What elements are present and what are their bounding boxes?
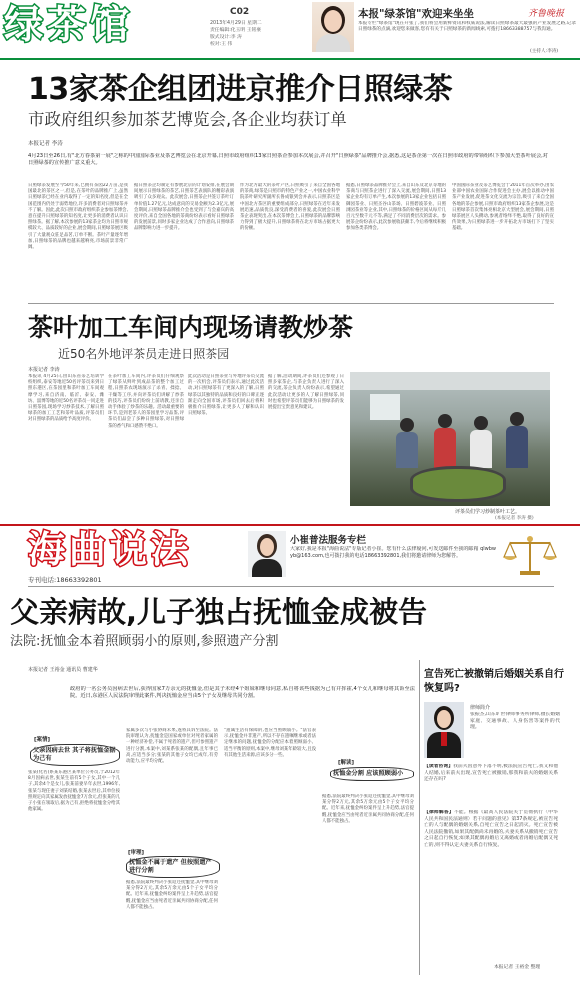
photo-person-body-icon <box>470 430 492 468</box>
answer-label: 【律师解答】 <box>424 810 454 815</box>
portrait-shoulders-icon <box>316 34 350 52</box>
story2-col-1: 本报讯 4月25日,由山东省茶艺培训学校组织,泰安等地近50名评茶员来到日照东港区,在茶园里和茶叶加工车间观摩学习,来自济南、临沂、泰安、潍坊、淄博等地的近50名评茶员一同走进日照茶园,现场学习炒茶技术,了解日照绿茶的加工工艺和茶叶品质,评茶员们对日照绿茶的品质给予高度评价。 <box>28 374 104 423</box>
story1-col-3: 作为北方最大的茶叶产区,日照吸引了来自全国各地的茶商,绿茶是日照市的特色产业之一,中国农业科学院茶叶研究所副所长鲁成银到会并表示,日照茶区是中国北方茶区的重要组成部分,日照绿茶在近年来发展迅速,品质优良,深受消费者的喜爱,此次展会日照茶企表现突出,在本次茶博会上,日照绿茶的品牌影响力得到了极大提升,日照绿茶将在北方市场占据更大的份额。 <box>240 183 340 232</box>
story3-byline: 本报记者 王裕金 通讯员 曹建华 <box>28 667 98 673</box>
reporter-shoulders-icon <box>252 559 282 577</box>
story3-sub1-label: [案情] <box>34 737 51 743</box>
date-line: 2013年4月29日 星期二 <box>210 21 262 26</box>
section2-brand-text: 海曲说法 <box>28 528 192 571</box>
lawyer-collar-icon <box>441 732 447 746</box>
section2-column-title: 小崔普法服务专栏 <box>290 535 367 546</box>
lawyer-portrait <box>424 702 464 758</box>
promo-text: 本报专栏"绿茶馆"现在开张了,我们将会用新鲜资讯和权威说法,解读日照绿茶最大最强的产业发展之路,记录日照绿茶的点滴,欢迎您来做客,您有有关于日照绿茶的新闻线索,可拨打18663388757与我沟通。 <box>358 21 576 32</box>
photo-roof-icon <box>350 372 550 390</box>
sidebar-answer <box>424 810 558 960</box>
story3-col-4: 据悉,法院最终判决小张返还抚恤金,其中继母刘某分得2万元,其余5万余元由5个子女平均分配。近年来,抚恤金纠纷案件呈上升趋势,法官提醒,抚恤金应当由死者近亲属共同协商分配,任何人都不能独占。 <box>322 794 414 824</box>
photo-person-icon <box>438 414 452 428</box>
story2-col-4: 据了解,活动期间,评茶员们还参观了日照多家茶企,与茶企负责人进行了深入的交流,茶企负责人纷纷表示,希望通过此次活动让更多的人了解日照绿茶,同时也希望评茶员们能够为日照绿茶的发展提出宝贵意见和建议。 <box>268 374 344 411</box>
photo-person-body-icon <box>396 432 418 468</box>
story3-sub1-title: 父亲因病去世 其子将抚恤金据为己有 <box>30 744 120 766</box>
story2-byline: 本报记者 李涛 <box>28 367 60 373</box>
proof-line: 校对:王 伟 <box>210 42 233 47</box>
story1-subhead: 市政府组织参加茶艺博览会,各企业均获订单 <box>28 110 347 129</box>
scales-of-justice-icon <box>500 533 560 577</box>
story3-col-1: 张某(化名)系某东港区某单位公务员,于2012年8月因病去世,张某生前有5个子女,其中一个儿子,其余4个是女儿,张某前妻早年去世,1996年,张某与现任妻子刘某结婚,张某去世后,其单位按照规定向其家属发放抚恤金7万余元,但张某的儿子小张在领取后,据为己有,拒绝将抚恤金分给其他家属。 <box>28 770 120 813</box>
photo-person-body-icon <box>434 428 456 468</box>
story2-photo <box>350 372 550 506</box>
story2-headline: 茶叶加工车间内现场请教炒茶 <box>28 313 354 342</box>
portrait-face-icon <box>324 10 342 32</box>
reporter-face-icon <box>260 538 274 556</box>
promo-sign: (主持人:李涛) <box>530 49 559 54</box>
story3-lead: 政府的一名公务员因病去世后,获得国家7万余元的抚恤金,但是其子未经4个姐妹和继母同意,私自将该些钱据为己有并挥霍,4个女儿和继母将其诉至法院。近日,东港区人民法院审理此案件,判决抚恤金应当由5个子女及继母共同分割。 <box>70 686 415 700</box>
story1-col-2: 据日照茶企均制定有参展北京的计划安排,在展会期间展示日照绿茶的茶艺,日照茶艺表演队的精彩表演吸引了众多观众。此次展会,日照茶企共签订茶叶订单价值1.27亿元,达成意向的交易金额为2.3亿元,展会期间,日照绿茶品牌推介会也受到了与会嘉宾的高度评价,来自全国各地的茶商纷纷表示看好日照绿茶的发展前景,同时多家企业达成了合作意向,日照绿茶品牌影响力进一步提升。 <box>134 183 234 232</box>
question-text: 我前夫因意外下落不明,被法院宣告死亡,我又和他人结婚,后来前夫出现,宣告死亡被撤销,那我和前夫的婚姻关系还存在吗? <box>424 764 558 783</box>
scales-emblem <box>500 533 560 577</box>
lawyer-face-icon <box>437 710 451 728</box>
paper-logo: 齐鲁晚报 <box>528 9 565 19</box>
lawyer-intro-title: 律师简介 <box>470 705 491 711</box>
story1-byline: 本报记者 李涛 <box>28 141 63 147</box>
story2-photo-credit: (本报记者 李涛 摄) <box>495 516 534 521</box>
section-divider <box>0 524 580 526</box>
story2-subhead: 近50名外地评茶员走进日照茶园 <box>58 347 230 361</box>
question-label: 【读者咨询】 <box>424 764 454 769</box>
masthead-brand <box>4 4 204 48</box>
lawyer-intro-text: 张振杰,山东旷世律师事务所律师,擅长婚姻家庭、交通事故、人身伤害等案件的代理。 <box>470 712 560 731</box>
photo-person-body-icon <box>506 426 528 468</box>
story1-divider <box>28 303 554 304</box>
story3-sub2-title: 抚恤金不属于遗产 但按照遗产进行分割 <box>126 856 220 878</box>
story1-col-4: 据悉,日照绿茶品牌推介会上,来自山东及北京等地的茶商与日照茶企进行了深入交流,展会期间,日照13家企业均有订单产生,本次参展的13家企业包括日照御园茶业、日照圣谷山茶场、日照碧波茶业、日照浏园茶业等企业,其中,日照绿茶的价格区间从每斤几百元至数千元不等,满足了不同消费层次的需求。参展茶企纷纷表示,此次参展收获颇丰,今后将继续积极参加各类茶博会。 <box>346 183 446 232</box>
story2-col-3: 此次活动是日照茶业与外地评茶员交流的一次机会,评茶员们表示,通过此次活动,对日照绿茶有了更深入的了解,日照绿茶以其独特的品质和良好的口碑正逐渐走向全国市场,评茶员们回去后将积极推介日照绿茶,让更多人了解和认识日照绿茶。 <box>188 374 264 417</box>
story3-subhead: 法院:抚恤金本着照顾弱小的原则,参照遗产分割 <box>10 634 279 649</box>
story2-col-2: 在茶叶加工车间内,评茶员们仔细观察了绿茶从鲜叶到成品茶的整个加工过程,日照茶农现场演示了杀青、揉捻、干燥等工序,并向评茶员们讲解了炒茶的技巧,评茶员们纷纷上前请教,还亲自动手体验了炒茶的乐趣。活动最重要的环节,是到老茶人的茶园里学习品鉴,评茶员们品尝了多种日照绿茶,对日照绿茶的香气和口感赞不绝口。 <box>108 374 184 429</box>
photo-person-icon <box>400 418 414 432</box>
story3-sub3-label: [解读] <box>338 760 355 766</box>
editor-line: 责任编辑:化玉明 王铭豪 <box>210 28 262 33</box>
masthead-brand-text: 绿茶馆 <box>4 3 134 48</box>
story1-col-1: 日照绿茶发展至今50年来,已拥有茶园22万亩,是我国最北的茶区之一,但是,在茶叶的品牌推广上,虽然日照绿茶已经在业内取得了一定的知名度,但是在全国范围内仍处于弱势地位,许多消费者对日照绿茶并不了解。因此,此次日照市政府组织茶企参加茶博会,意在提升日照绿茶的知名度,让更多的消费者认识日照绿茶。据了解,本次参展的13家茶企均为日照市规模较大、品质较好的企业,展会期间,日照绿茶展区吸引了大量观众驻足品茗,订单不断。茶叶产量逐年增加,日照绿茶的品牌也越来越响亮,市场前景非常广阔。 <box>28 183 128 251</box>
sidebar-headline: 宣告死亡被撤销后婚姻关系自行恢复吗? <box>424 669 564 694</box>
story3-col-2b: 据悉,法院最终判决小张返还抚恤金,其中继母刘某分得2万元,其余5万余元由5个子女平均分配。近年来,抚恤金纠纷案件呈上升趋势,法官提醒,抚恤金应当由死者近亲属共同协商分配,任何人都不能独占。 <box>126 880 218 910</box>
story2-photo-caption: 评茶员们学习炒制茶叶工艺。 <box>455 509 521 515</box>
section2-column-text: 大家好,我是本报"海曲说法"专版记者小崔。您有什么法律疑问,可发送邮件至我的邮箱 qlwbwyb@163.com,也可拨打我的电话18663392801,我们将邀请律师为您解答。 <box>290 546 496 559</box>
designer-line: 版式设计:李 涛 <box>210 35 242 40</box>
sidebar-sign: 本报记者 王裕金 整理 <box>494 965 541 970</box>
photo-person-icon <box>474 416 488 430</box>
photo-tea-pan-icon <box>410 466 506 502</box>
photo-person-icon <box>510 412 524 426</box>
story3-sub3-title: 抚恤金分割 应该照顾弱小 <box>330 767 414 781</box>
sidebar-divider <box>419 660 420 975</box>
section2-divider <box>28 586 554 587</box>
masthead-divider <box>0 58 580 60</box>
story3-col-3: "遗属生活有保障的,也应当照顾弱小。"法官表示,抚恤金并非遗产,所以不存在遗嘱继承或者法定继承的问题,抚恤金的分配应本着照顾弱小、适当平衡的原则,本案中,继母刘某年龄较大,且没有其他生活来源,应该多分一些。 <box>224 728 316 758</box>
story1-col-5: 中国国际茶业及茶艺博览会于2011年首次举办,由农业部中国农业国际合作促进会主办,展会以推动中国茶产业发展,促进茶文化交流为宗旨,吸引了来自全国各地的茶企参展,日照市政府组织13家茶企参展,这是日照绿茶首次集体亮相北京大型展会,展会期间,日照绿茶展区人头攒动,参观者络绎不绝,取得了良好的宣传效果,为日照绿茶进一步开拓北方市场打下了坚实基础。 <box>452 183 554 232</box>
page-code: C02 <box>230 7 250 17</box>
story1-lead: 4月23日至26日,有"北方春茶第一展"之称的中国国际茶业及茶艺博览会在北京开幕,日照市政府组织13家日照茶企参加本次展会,并召开"日照绿茶"品牌推介会,据悉,这是茶企第一次在日照市政府的带领组织下参加大型茶叶展会,对日照绿茶的宣传推广意义重大。 <box>28 153 548 166</box>
story1-headline: 13家茶企组团进京推介日照绿茶 <box>28 72 453 107</box>
section2-hotline: 专刊电话:18663392801 <box>28 576 102 584</box>
section2-brand <box>28 528 238 572</box>
photo-window-icon <box>370 394 400 420</box>
sidebar-question <box>424 764 558 808</box>
answer-text: 不能。根据《最高人民法院关于贯彻执行〈中华人民共和国民法通则〉若干问题的意见》第37条规定,被宣告死亡的人与配偶的婚姻关系,自死亡宣告之日起消灭。死亡宣告被人民法院撤销,如果其配偶尚未再婚的,夫妻关系从撤销死亡宣告之日起自行恢复;如果其配偶再婚后又离婚或者再婚后配偶又死亡的,则不得认定夫妻关系自行恢复。 <box>424 810 558 848</box>
story3-sub2-label: [审理] <box>128 850 145 856</box>
story3-col-2: 家属多次与小张协商未果,遂将其诉至法院。法院审理认为,抚恤金是国家或单位对死者家属的一种经济补偿,不属于死者的遗产,但可参照遗产进行分割,本案中,刘某系张某的配偶,且年事已高,应适当多分;张某的其他子女均已成年,有劳动能力,应平均分配。 <box>126 728 218 765</box>
story3-headline: 父亲病故,儿子独占抚恤金成被告 <box>10 595 428 629</box>
reporter-portrait <box>248 531 286 577</box>
promo-title: 本报"绿茶馆"欢迎来坐坐 <box>358 8 474 20</box>
host-portrait <box>312 2 354 52</box>
